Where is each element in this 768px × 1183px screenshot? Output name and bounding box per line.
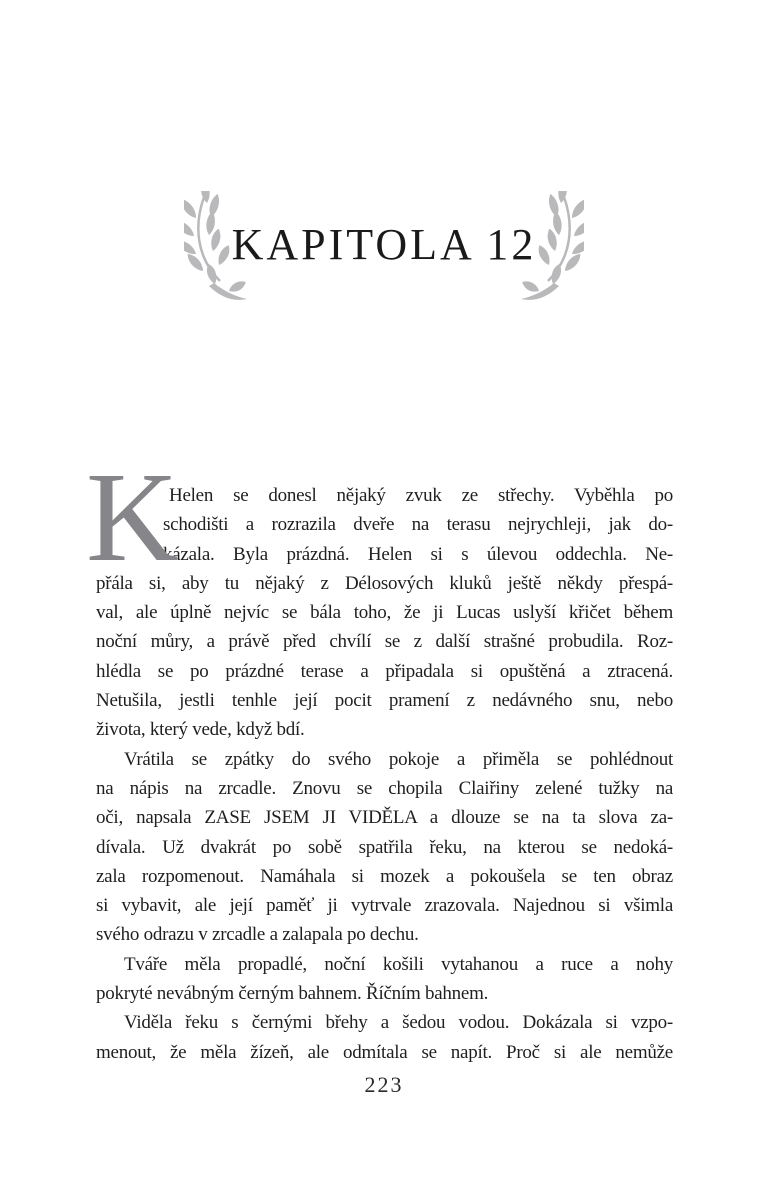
text-line: hlédla se po prázdné terase a připadala si opuštěná a ztracená.: [96, 660, 673, 682]
text-line: svého odrazu v zrcadle a zalapala po dechu.: [96, 924, 419, 946]
page-footer: [0, 1072, 768, 1098]
text-line: si vybavit, ale její paměť ji vytrvale zrazovala. Najednou si všimla: [96, 895, 673, 917]
text-line: Netušila, jestli tenhle její pocit pramení z nedávného snu, nebo: [96, 690, 673, 712]
text-line: přála si, aby tu nějaký z Délosových kluků ještě někdy přespá-: [96, 572, 673, 594]
text-line: Vrátila se zpátky do svého pokoje a přiměla se pohlédnout: [124, 748, 673, 770]
text-line: na nápis na zrcadle. Znovu se chopila Claiřiny zelené tužky na: [96, 777, 673, 799]
text-line: Helen se donesl nějaký zvuk ze střechy. Vyběhla po: [169, 485, 673, 506]
body-text: [86, 446, 673, 1067]
text-line: zala rozpomenout. Namáhala si mozek a pokoušela se ten obraz: [96, 865, 673, 887]
text-line: oči, napsala ZASE JSEM JI VIDĚLA a dlouze se na ta slova za-: [96, 807, 673, 829]
text-line: kázala. Byla prázdná. Helen si s úlevou oddechla. Ne-: [163, 543, 673, 565]
text-line: val, ale úplně nejvíc se bála toho, že ji Lucas uslyší křičet během: [96, 602, 673, 624]
chapter-heading: [0, 186, 768, 308]
text-line: noční můry, a právě před chvílí se z další strašné probudila. Roz-: [96, 631, 673, 653]
laurel-right-icon: [520, 191, 584, 303]
chapter-title: KAPITOLA 12: [231, 219, 537, 269]
text-line: života, který vede, když bdí.: [96, 719, 305, 741]
text-line: schodišti a rozrazila dveře na terasu nejrychleji, jak do-: [163, 514, 673, 536]
text-line: menout, že měla žízeň, ale odmítala se napít. Proč si ale nemůže: [96, 1041, 673, 1063]
text-line: Tváře měla propadlé, noční košili vytahanou a ruce a nohy: [124, 953, 673, 975]
text-line: pokryté nevábným černým bahnem. Říčním bahnem.: [96, 983, 489, 1005]
text-line: dívala. Už dvakrát po sobě spatřila řeku, na kterou se nedoká-: [96, 836, 673, 858]
text-line: Viděla řeku s černými břehy a šedou vodou. Dokázala si vzpo-: [124, 1012, 673, 1034]
page-number: 223: [364, 1072, 404, 1097]
drop-cap: K: [86, 446, 179, 588]
